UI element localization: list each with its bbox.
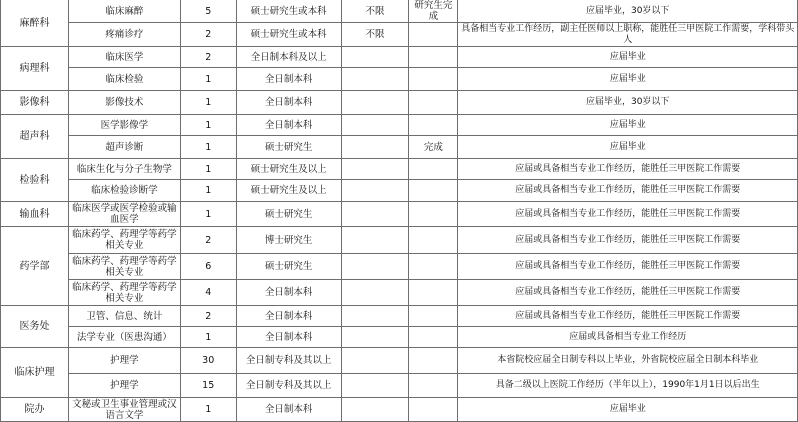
department-cell: 检验科 — [1, 159, 69, 202]
major-cell: 超声诊断 — [68, 136, 180, 159]
age-cell — [341, 348, 409, 374]
age-cell — [341, 180, 409, 202]
table-row — [1, 91, 798, 115]
table-row — [1, 327, 798, 348]
count-cell: 4 — [180, 280, 236, 306]
count-cell: 30 — [180, 348, 236, 374]
major-cell: 临床医学 — [68, 47, 180, 68]
extra-cell — [409, 115, 458, 136]
education-cell: 全日制本科 — [236, 327, 341, 348]
age-cell — [341, 254, 409, 280]
extra-cell — [409, 180, 458, 202]
count-cell: 5 — [180, 0, 236, 23]
age-cell — [341, 306, 409, 327]
education-cell: 硕士研究生 — [236, 136, 341, 159]
table-row — [1, 23, 798, 47]
age-cell — [341, 227, 409, 254]
education-cell: 硕士研究生及以上 — [236, 159, 341, 180]
table-row — [1, 159, 798, 180]
major-cell: 医学影像学 — [68, 115, 180, 136]
table-row — [1, 227, 798, 254]
education-cell: 硕士研究生 — [236, 254, 341, 280]
table-row — [1, 374, 798, 398]
education-cell: 全日制本科 — [236, 280, 341, 306]
education-cell: 硕士研究生及以上 — [236, 180, 341, 202]
extra-cell — [409, 374, 458, 398]
extra-cell — [409, 159, 458, 180]
department-cell: 病理科 — [1, 47, 69, 91]
age-cell — [341, 159, 409, 180]
extra-cell — [409, 327, 458, 348]
table-row — [1, 0, 798, 23]
count-cell: 1 — [180, 398, 236, 422]
education-cell: 全日制本科 — [236, 115, 341, 136]
extra-cell — [409, 227, 458, 254]
department-cell: 超声科 — [1, 115, 69, 159]
age-cell: 不限 — [341, 0, 409, 23]
major-cell: 法学专业（医患沟通） — [68, 327, 180, 348]
extra-cell: 完成 — [409, 136, 458, 159]
requirement-cell: 应届或具备相当专业工作经历，能胜任三甲医院工作需要 — [458, 227, 798, 254]
requirement-cell: 具备二级以上医院工作经历（半年以上），1990年1月1日以后出生 — [458, 374, 798, 398]
major-cell: 护理学 — [68, 348, 180, 374]
table-row — [1, 68, 798, 91]
department-cell: 影像科 — [1, 91, 69, 115]
extra-cell — [409, 348, 458, 374]
education-cell: 硕士研究生或本科 — [236, 23, 341, 47]
table-row — [1, 180, 798, 202]
requirement-cell: 本省院校应届全日制专科以上毕业，外省院校应届全日制本科毕业 — [458, 348, 798, 374]
education-cell: 全日制本科 — [236, 91, 341, 115]
education-cell: 全日制专科及其以上 — [236, 348, 341, 374]
count-cell: 1 — [180, 327, 236, 348]
extra-cell — [409, 398, 458, 422]
age-cell — [341, 68, 409, 91]
extra-cell — [409, 23, 458, 47]
count-cell: 2 — [180, 227, 236, 254]
department-cell: 麻醉科 — [1, 0, 69, 47]
requirement-cell: 应届或具备相当专业工作经历 — [458, 327, 798, 348]
education-cell: 全日制本科及以上 — [236, 47, 341, 68]
age-cell — [341, 115, 409, 136]
extra-cell: 研究生完成 — [409, 0, 458, 23]
table-row — [1, 202, 798, 227]
extra-cell — [409, 91, 458, 115]
table-row — [1, 47, 798, 68]
major-cell: 文秘或卫生事业管理或汉语言文学 — [68, 398, 180, 422]
education-cell: 全日制专科及其以上 — [236, 374, 341, 398]
education-cell: 博士研究生 — [236, 227, 341, 254]
education-cell: 全日制本科 — [236, 306, 341, 327]
age-cell — [341, 327, 409, 348]
table-row — [1, 254, 798, 280]
table-row — [1, 280, 798, 306]
major-cell: 临床药学、药理学等药学相关专业 — [68, 227, 180, 254]
count-cell: 1 — [180, 202, 236, 227]
education-cell: 硕士研究生 — [236, 202, 341, 227]
age-cell — [341, 202, 409, 227]
major-cell: 临床生化与分子生物学 — [68, 159, 180, 180]
requirement-cell: 具备相当专业工作经历，副主任医师以上职称，能胜任三甲医院工作需要，学科带头人 — [458, 23, 798, 47]
count-cell: 2 — [180, 47, 236, 68]
requirement-cell: 应届毕业，30岁以下 — [458, 91, 798, 115]
department-cell: 医务处 — [1, 306, 69, 348]
age-cell: 不限 — [341, 23, 409, 47]
count-cell: 1 — [180, 180, 236, 202]
major-cell: 疼痛诊疗 — [68, 23, 180, 47]
age-cell — [341, 374, 409, 398]
count-cell: 1 — [180, 115, 236, 136]
requirement-cell: 应届毕业 — [458, 68, 798, 91]
count-cell: 2 — [180, 23, 236, 47]
requirement-cell: 应届毕业 — [458, 47, 798, 68]
extra-cell — [409, 254, 458, 280]
age-cell — [341, 91, 409, 115]
major-cell: 临床医学或医学检验或输血医学 — [68, 202, 180, 227]
requirement-cell: 应届毕业，30岁以下 — [458, 0, 798, 23]
extra-cell — [409, 280, 458, 306]
table-row — [1, 306, 798, 327]
count-cell: 1 — [180, 136, 236, 159]
requirement-cell: 应届或具备相当专业工作经历，能胜任三甲医院工作需要 — [458, 180, 798, 202]
extra-cell — [409, 306, 458, 327]
age-cell — [341, 280, 409, 306]
count-cell: 1 — [180, 159, 236, 180]
table-row — [1, 348, 798, 374]
department-cell: 输血科 — [1, 202, 69, 227]
requirement-cell: 应届或具备相当专业工作经历，能胜任三甲医院工作需要 — [458, 280, 798, 306]
major-cell: 临床麻醉 — [68, 0, 180, 23]
department-cell: 院办 — [1, 398, 69, 422]
extra-cell — [409, 47, 458, 68]
department-cell: 临床护理 — [1, 348, 69, 398]
requirement-cell: 应届或具备相当专业工作经历，能胜任三甲医院工作需要 — [458, 254, 798, 280]
count-cell: 6 — [180, 254, 236, 280]
age-cell — [341, 398, 409, 422]
major-cell: 护理学 — [68, 374, 180, 398]
requirement-cell: 应届毕业 — [458, 398, 798, 422]
education-cell: 硕士研究生或本科 — [236, 0, 341, 23]
age-cell — [341, 136, 409, 159]
major-cell: 影像技术 — [68, 91, 180, 115]
requirement-cell: 应届毕业 — [458, 115, 798, 136]
major-cell: 临床检验诊断学 — [68, 180, 180, 202]
major-cell: 卫管、信息、统计 — [68, 306, 180, 327]
major-cell: 临床药学、药理学等药学相关专业 — [68, 254, 180, 280]
table-row — [1, 136, 798, 159]
education-cell: 全日制本科 — [236, 398, 341, 422]
extra-cell — [409, 202, 458, 227]
major-cell: 临床药学、药理学等药学相关专业 — [68, 280, 180, 306]
requirement-cell: 应届或具备相当专业工作经历，能胜任三甲医院工作需要 — [458, 306, 798, 327]
table-row — [1, 398, 798, 422]
requirement-cell: 应届或具备相当专业工作经历，能胜任三甲医院工作需要 — [458, 202, 798, 227]
requirement-cell: 应届毕业 — [458, 136, 798, 159]
count-cell: 1 — [180, 68, 236, 91]
age-cell — [341, 47, 409, 68]
major-cell: 临床检验 — [68, 68, 180, 91]
department-cell: 药学部 — [1, 227, 69, 306]
education-cell: 全日制本科 — [236, 68, 341, 91]
table-row — [1, 115, 798, 136]
count-cell: 1 — [180, 91, 236, 115]
requirement-cell: 应届或具备相当专业工作经历，能胜任三甲医院工作需要 — [458, 159, 798, 180]
extra-cell — [409, 68, 458, 91]
count-cell: 2 — [180, 306, 236, 327]
count-cell: 15 — [180, 374, 236, 398]
